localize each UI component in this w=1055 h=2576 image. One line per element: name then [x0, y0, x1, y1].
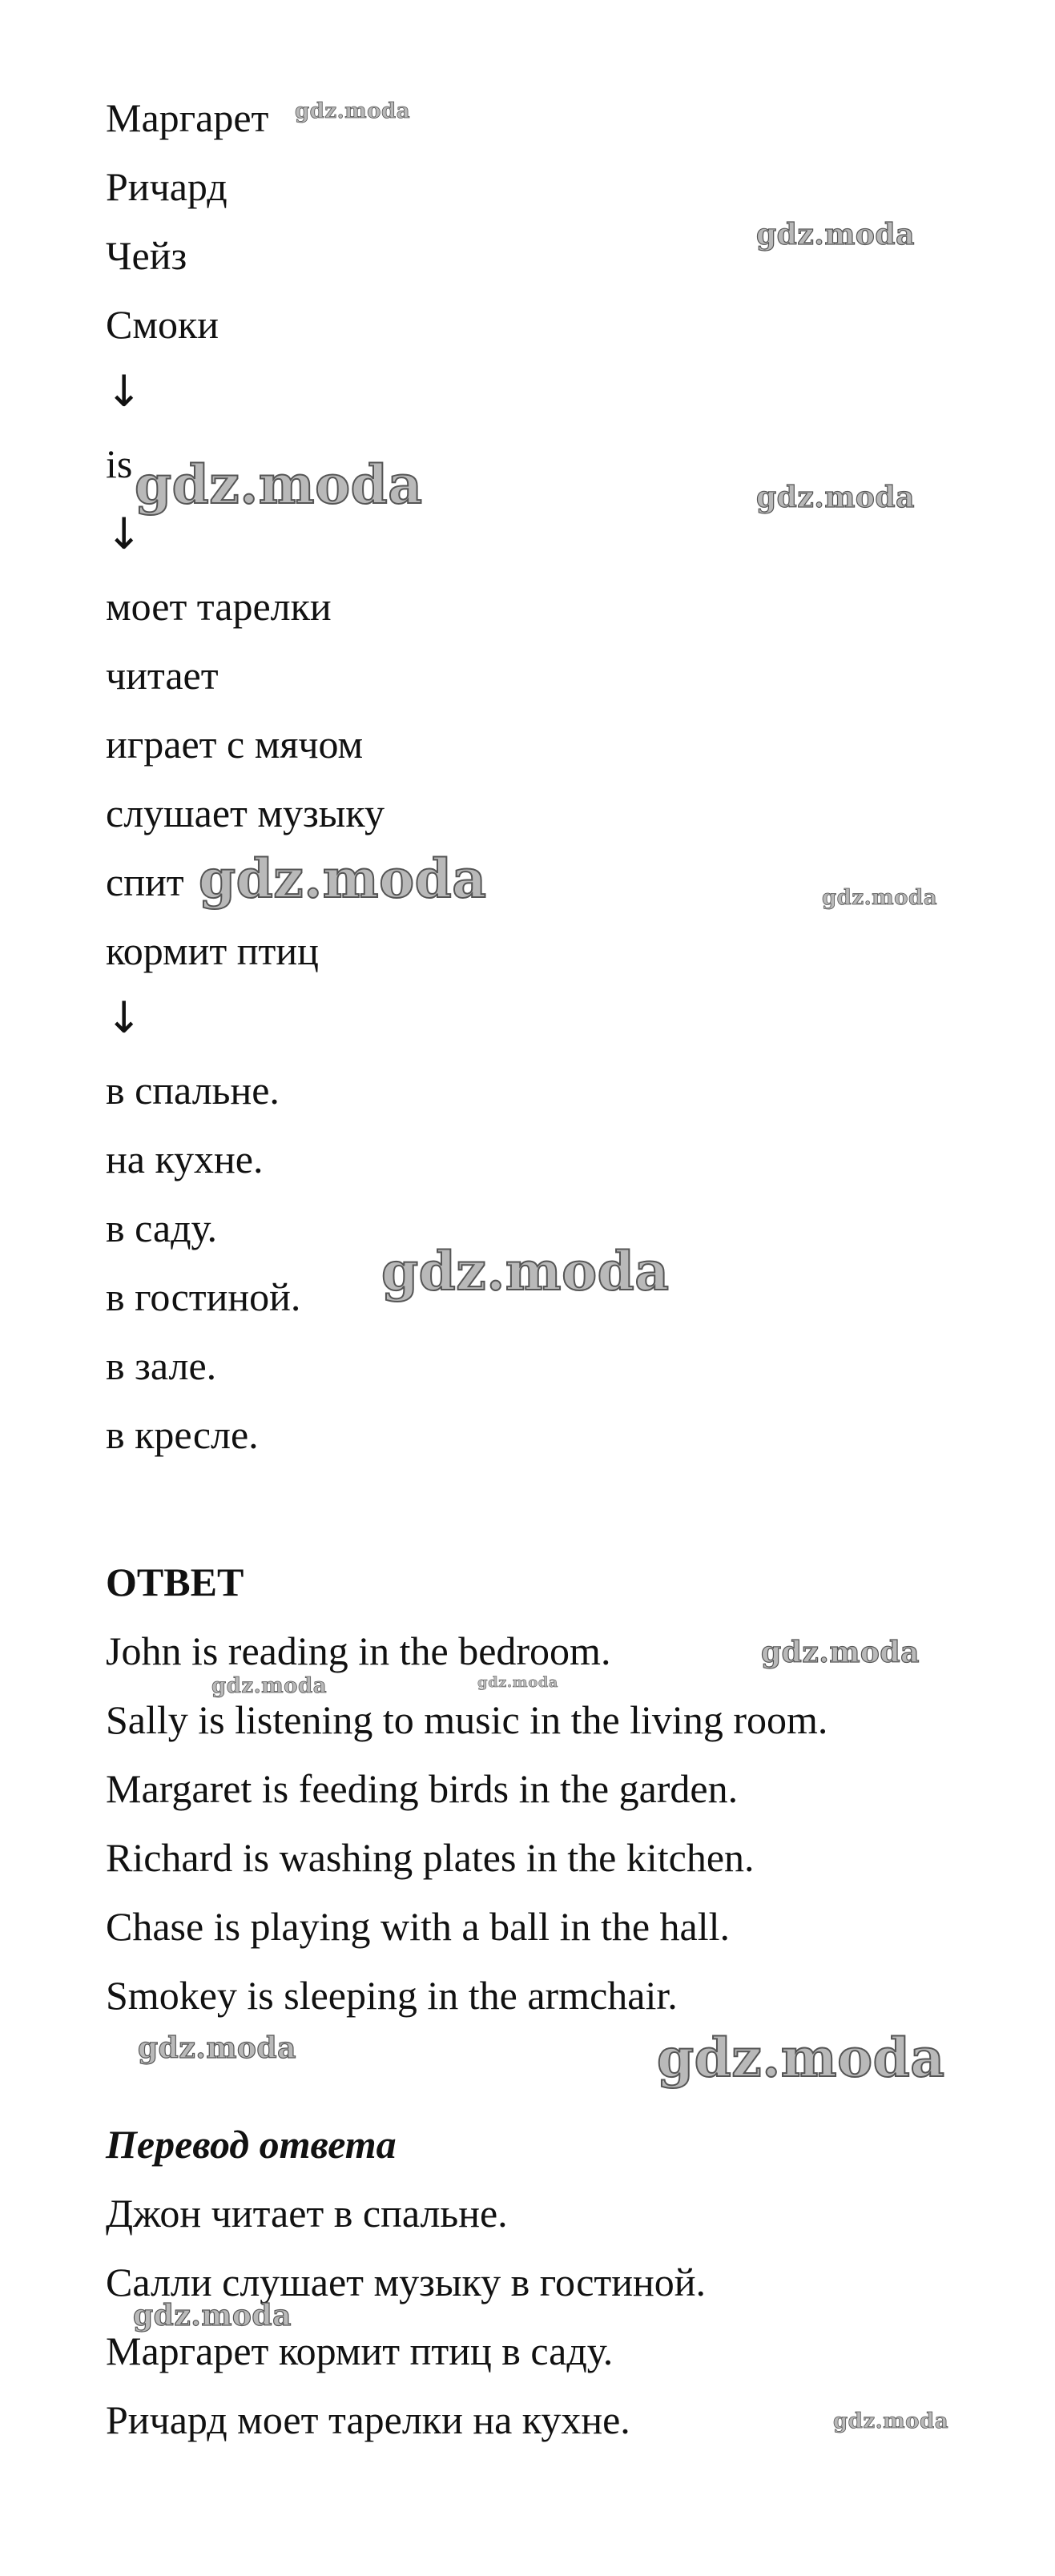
- translation-line: Салли слушает музыку в гостиной.: [106, 2260, 707, 2304]
- down-arrow-icon: ↓: [106, 509, 143, 559]
- place-hall: в зале.: [106, 1343, 217, 1388]
- place-armchair: в кресле.: [106, 1412, 259, 1457]
- answer-line: John is reading in the bedroom.: [106, 1628, 611, 1673]
- watermark: gdz.moda: [133, 2299, 292, 2332]
- place-living-room: в гостиной.: [106, 1274, 301, 1319]
- action-sleeping: спит: [106, 859, 184, 904]
- answer-line: Chase is playing with a ball in the hall.: [106, 1904, 731, 1949]
- name-chase: Чейз: [106, 233, 187, 278]
- watermark: gdz.moda: [657, 2027, 945, 2089]
- watermark: gdz.moda: [381, 1240, 670, 1302]
- name-margaret: Маргарет: [106, 95, 269, 140]
- name-richard: Ричард: [106, 164, 228, 209]
- down-arrow-icon: ↓: [106, 992, 143, 1043]
- translation-heading: Перевод ответа: [106, 2122, 397, 2167]
- action-washing-plates: моет тарелки: [106, 584, 332, 629]
- place-kitchen: на кухне.: [106, 1137, 264, 1181]
- action-listening-music: слушает музыку: [106, 791, 385, 835]
- down-arrow-icon: ↓: [106, 366, 143, 417]
- answer-heading: ОТВЕТ: [106, 1560, 244, 1604]
- translation-line: Маргарет кормит птиц в саду.: [106, 2328, 614, 2373]
- action-reading: читает: [106, 653, 219, 698]
- translation-line: Джон читает в спальне.: [106, 2191, 508, 2236]
- answer-line: Sally is listening to music in the living room.: [106, 1697, 828, 1742]
- place-bedroom: в спальне.: [106, 1068, 280, 1113]
- watermark: gdz.moda: [822, 886, 938, 910]
- answer-line: Margaret is feeding birds in the garden.: [106, 1766, 739, 1811]
- watermark: gdz.moda: [211, 1674, 328, 1698]
- watermark: gdz.moda: [295, 99, 411, 123]
- name-smokey: Смоки: [106, 302, 219, 347]
- watermark: gdz.moda: [135, 453, 423, 516]
- place-garden: в саду.: [106, 1205, 218, 1250]
- answer-line: Richard is washing plates in the kitchen.: [106, 1835, 755, 1880]
- answer-line: Smokey is sleeping in the armchair.: [106, 1973, 678, 2018]
- translation-line: Ричард моет тарелки на кухне.: [106, 2397, 630, 2442]
- watermark: gdz.moda: [138, 2031, 296, 2065]
- watermark: gdz.moda: [761, 1636, 920, 1669]
- watermark: gdz.moda: [477, 1674, 558, 1691]
- verb-is: is: [106, 441, 133, 486]
- action-feeding-birds: кормит птиц: [106, 928, 319, 973]
- watermark: gdz.moda: [199, 847, 487, 910]
- watermark: gdz.moda: [756, 481, 915, 514]
- watermark: gdz.moda: [833, 2409, 949, 2433]
- watermark: gdz.moda: [756, 218, 915, 252]
- action-playing-ball: играет с мячом: [106, 722, 364, 767]
